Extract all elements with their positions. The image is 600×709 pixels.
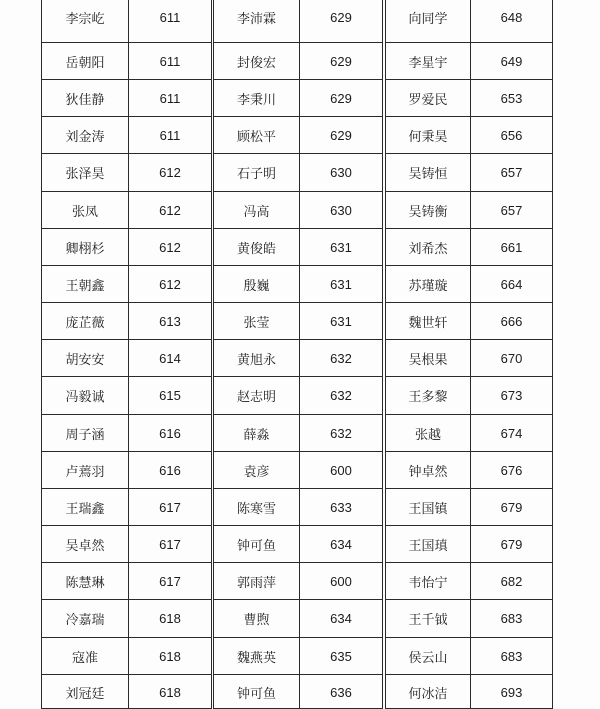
table-row xyxy=(214,265,382,302)
student-score: 629 xyxy=(299,43,382,79)
student-name: 陈慧琳 xyxy=(65,575,105,591)
table-row xyxy=(214,339,382,376)
student-name: 李秉川 xyxy=(236,92,276,108)
table-row xyxy=(214,599,382,637)
student-score: 632 xyxy=(299,377,382,414)
student-name: 刘希杰 xyxy=(408,241,448,257)
table-row xyxy=(42,525,211,562)
student-score: 634 xyxy=(299,600,382,637)
student-name: 王千钺 xyxy=(408,613,448,628)
student-score: 618 xyxy=(128,600,211,637)
table-row xyxy=(42,414,211,451)
table-row xyxy=(214,637,382,674)
student-score: 661 xyxy=(470,229,552,265)
student-score: 674 xyxy=(470,415,552,451)
student-name: 王国瑱 xyxy=(408,538,448,554)
student-score: 617 xyxy=(128,489,211,525)
student-name: 黄旭永 xyxy=(236,352,276,368)
table-row xyxy=(386,525,552,562)
student-score: 635 xyxy=(299,638,382,674)
table-row xyxy=(42,191,211,228)
student-score: 683 xyxy=(470,600,552,637)
student-score: 614 xyxy=(128,340,211,376)
student-score: 670 xyxy=(470,340,552,376)
student-score: 629 xyxy=(299,117,382,153)
table-row xyxy=(386,674,552,709)
table-row xyxy=(42,302,211,339)
student-name: 张凤 xyxy=(71,204,98,220)
student-name: 封俊宏 xyxy=(236,55,276,71)
student-score: 600 xyxy=(299,452,382,488)
table-row xyxy=(386,599,552,637)
student-name: 郭雨萍 xyxy=(236,575,276,591)
table-row xyxy=(386,488,552,525)
student-name: 吴根果 xyxy=(408,352,448,368)
student-name: 吴铸恒 xyxy=(408,167,448,182)
table-row xyxy=(214,79,382,116)
student-score: 612 xyxy=(128,266,211,302)
student-name: 黄俊皓 xyxy=(236,241,276,257)
student-name: 胡安安 xyxy=(65,352,105,368)
student-name: 陈寒雪 xyxy=(236,501,276,517)
table-row xyxy=(386,562,552,599)
student-score: 600 xyxy=(299,563,382,599)
student-name: 顾松平 xyxy=(236,129,276,145)
table-row xyxy=(42,562,211,599)
student-name: 魏世轩 xyxy=(408,315,448,331)
table-row xyxy=(42,339,211,376)
table-row xyxy=(214,191,382,228)
student-name: 冯毅诚 xyxy=(65,390,105,405)
student-score: 632 xyxy=(299,415,382,451)
student-score: 612 xyxy=(128,192,211,228)
student-name: 罗爱民 xyxy=(408,92,448,108)
table-row xyxy=(386,79,552,116)
table-row xyxy=(42,488,211,525)
student-score: 615 xyxy=(128,377,211,414)
student-score: 616 xyxy=(128,415,211,451)
table-row xyxy=(42,674,211,709)
student-score: 611 xyxy=(128,80,211,116)
student-score: 629 xyxy=(299,80,382,116)
student-name: 魏燕英 xyxy=(236,650,276,666)
student-score: 633 xyxy=(299,489,382,525)
table-row xyxy=(42,0,211,42)
table-row xyxy=(386,414,552,451)
table-row xyxy=(42,153,211,191)
student-name: 石子明 xyxy=(236,167,276,182)
table-row xyxy=(386,265,552,302)
student-name: 韦怡宁 xyxy=(408,575,448,591)
student-score: 673 xyxy=(470,377,552,414)
table-row xyxy=(214,153,382,191)
student-score: 611 xyxy=(128,117,211,153)
student-name: 李宗屹 xyxy=(65,12,105,27)
table-row xyxy=(386,376,552,414)
table-block-left xyxy=(41,0,212,709)
table-row xyxy=(214,414,382,451)
student-score: 611 xyxy=(128,43,211,79)
student-name: 钟可鱼 xyxy=(236,538,276,554)
student-name: 李沛霖 xyxy=(236,12,276,27)
table-row xyxy=(42,116,211,153)
student-score: 653 xyxy=(470,80,552,116)
student-name: 殷巍 xyxy=(243,278,270,294)
table-row xyxy=(214,116,382,153)
student-score: 679 xyxy=(470,526,552,562)
student-name: 吴卓然 xyxy=(65,538,105,554)
student-name: 钟卓然 xyxy=(408,464,448,480)
table-row xyxy=(214,228,382,265)
student-score: 613 xyxy=(128,303,211,339)
student-score: 631 xyxy=(299,229,382,265)
student-name: 袁彦 xyxy=(243,464,270,480)
table-row xyxy=(386,302,552,339)
table-row xyxy=(386,228,552,265)
student-name: 钟可鱼 xyxy=(236,686,276,702)
student-name: 寇准 xyxy=(71,650,98,666)
student-name: 吴铸衡 xyxy=(408,204,448,220)
student-score: 631 xyxy=(299,266,382,302)
table-row xyxy=(386,153,552,191)
table-block-middle xyxy=(213,0,383,709)
student-name: 卢蔫羽 xyxy=(65,464,105,480)
student-name: 冷嘉瑞 xyxy=(65,613,105,628)
student-score: 612 xyxy=(128,229,211,265)
table-row xyxy=(214,674,382,709)
table-row xyxy=(386,191,552,228)
student-name: 张越 xyxy=(414,427,441,443)
student-name: 曹煦 xyxy=(243,613,270,628)
student-name: 卿栩杉 xyxy=(65,241,105,257)
student-name: 庞芷薇 xyxy=(65,315,105,331)
student-score: 617 xyxy=(128,563,211,599)
student-score: 693 xyxy=(470,675,552,709)
table-row xyxy=(386,0,552,42)
student-score: 656 xyxy=(470,117,552,153)
student-name: 张泽昊 xyxy=(65,167,105,182)
student-score: 630 xyxy=(299,154,382,191)
student-score: 664 xyxy=(470,266,552,302)
table-row xyxy=(42,451,211,488)
student-name: 周子涵 xyxy=(65,427,105,443)
table-row xyxy=(214,562,382,599)
student-score: 682 xyxy=(470,563,552,599)
table-row xyxy=(214,42,382,79)
student-name: 冯高 xyxy=(243,204,270,220)
student-score: 657 xyxy=(470,154,552,191)
table-row xyxy=(386,451,552,488)
table-row xyxy=(386,637,552,674)
table-row xyxy=(42,265,211,302)
table-row xyxy=(386,42,552,79)
student-name: 王多黎 xyxy=(408,390,448,405)
student-score: 648 xyxy=(470,0,552,42)
table-row xyxy=(214,0,382,42)
student-name: 张莹 xyxy=(243,315,270,331)
student-score: 679 xyxy=(470,489,552,525)
student-score: 612 xyxy=(128,154,211,191)
table-row xyxy=(42,228,211,265)
table-row xyxy=(42,637,211,674)
student-name: 薛淼 xyxy=(243,427,270,443)
student-name: 王瑞鑫 xyxy=(65,501,105,517)
table-row xyxy=(386,116,552,153)
student-name: 岳朝阳 xyxy=(65,55,105,71)
student-score: 629 xyxy=(299,0,382,42)
student-name: 赵志明 xyxy=(236,390,276,405)
table-row xyxy=(214,451,382,488)
table-block-right xyxy=(385,0,553,709)
student-name: 侯云山 xyxy=(408,650,448,666)
table-row xyxy=(42,42,211,79)
table-row xyxy=(214,488,382,525)
student-score: 657 xyxy=(470,192,552,228)
student-score: 649 xyxy=(470,43,552,79)
student-name: 王国镇 xyxy=(408,501,448,517)
student-name: 何秉昊 xyxy=(408,129,448,145)
table-row xyxy=(214,302,382,339)
student-name: 刘冠廷 xyxy=(65,686,105,702)
student-score: 666 xyxy=(470,303,552,339)
student-score: 617 xyxy=(128,526,211,562)
student-name: 刘金涛 xyxy=(65,129,105,145)
student-score: 630 xyxy=(299,192,382,228)
student-score: 618 xyxy=(128,675,211,709)
student-score: 636 xyxy=(299,675,382,709)
student-name: 狄佳静 xyxy=(65,92,105,108)
student-name: 苏瑾璇 xyxy=(408,278,448,294)
student-score: 618 xyxy=(128,638,211,674)
student-name: 李星宇 xyxy=(408,55,448,71)
table-row xyxy=(42,376,211,414)
student-name: 何冰洁 xyxy=(408,686,448,702)
student-score: 632 xyxy=(299,340,382,376)
table-row xyxy=(386,339,552,376)
table-row xyxy=(42,599,211,637)
student-score: 616 xyxy=(128,452,211,488)
student-score: 676 xyxy=(470,452,552,488)
student-score: 634 xyxy=(299,526,382,562)
table-row xyxy=(214,525,382,562)
student-name: 向同学 xyxy=(408,12,448,27)
student-score: 631 xyxy=(299,303,382,339)
student-score: 611 xyxy=(128,0,211,42)
table-row xyxy=(214,376,382,414)
student-name: 王朝鑫 xyxy=(65,278,105,294)
table-row xyxy=(42,79,211,116)
student-score: 683 xyxy=(470,638,552,674)
